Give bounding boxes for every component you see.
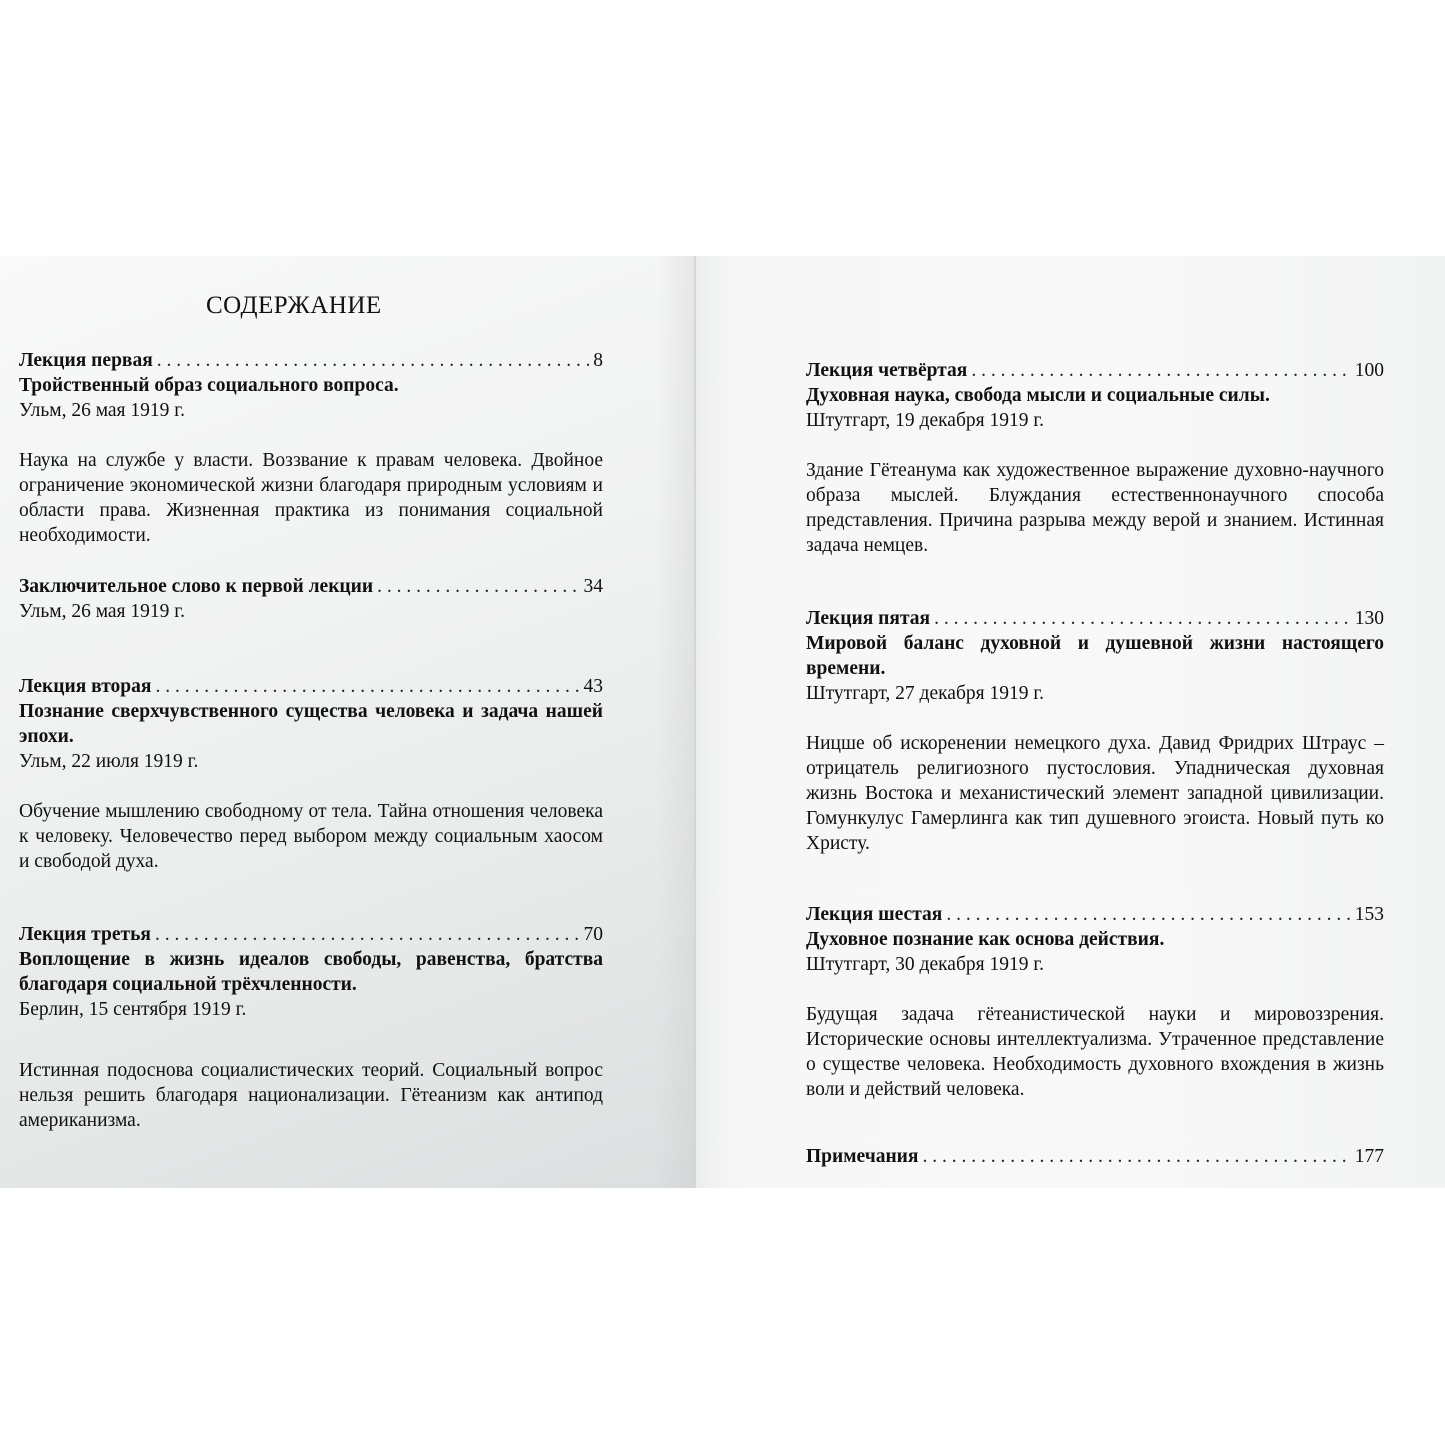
leader-dots — [934, 606, 1351, 631]
entry-page-number: 70 — [583, 924, 603, 945]
entry-subtitle: Духовное познание как основа действия. — [806, 929, 1165, 950]
toc-entry-heading — [806, 902, 1384, 927]
entry-description: Наука на службе у власти. Воззвание к правам человека. Двойное ограничение экономической жизни благодаря природным условиям и области права. Жизненная практика из понимания социальной необходимости. — [19, 450, 603, 546]
entry-label: Лекция третья — [19, 924, 151, 945]
leader-dots — [377, 574, 579, 599]
toc-entry-heading — [19, 574, 603, 599]
entry-subtitle: Познание сверхчувственного существа человека и задача нашей эпохи. — [19, 701, 603, 747]
toc-entry-heading — [19, 674, 603, 699]
toc-entry-lecture-6 — [806, 902, 1384, 1102]
entry-place-date: Штутгарт, 27 декабря 1919 г. — [806, 683, 1045, 704]
toc-entry-heading — [806, 358, 1384, 383]
leader-dots — [157, 348, 590, 373]
entry-page-number: 8 — [593, 350, 603, 371]
leader-dots — [155, 922, 580, 947]
right-page — [696, 256, 1445, 1188]
entry-page-number: 177 — [1354, 1146, 1384, 1167]
entry-subtitle: Тройственный образ социального вопроса. — [19, 375, 399, 396]
entry-label: Лекция вторая — [19, 676, 152, 697]
leader-dots — [922, 1144, 1350, 1169]
entry-label: Лекция шестая — [806, 904, 943, 925]
toc-entry-heading — [19, 348, 603, 373]
toc-entry-lecture-4 — [806, 358, 1384, 558]
entry-place-date: Штутгарт, 19 декабря 1919 г. — [806, 410, 1045, 431]
toc-entry-closing-word — [19, 574, 603, 624]
entry-place-date: Ульм, 22 июля 1919 г. — [19, 751, 199, 772]
entry-place-date: Берлин, 15 сентября 1919 г. — [19, 999, 247, 1020]
toc-entry-heading — [19, 922, 603, 947]
leader-dots — [946, 902, 1350, 927]
toc-entry-notes — [806, 1144, 1384, 1169]
toc-entry-lecture-2 — [19, 674, 603, 874]
entry-page-number: 34 — [583, 576, 603, 597]
entry-page-number: 153 — [1354, 904, 1384, 925]
entry-description: Истинная подоснова социалистических теорий. Социальный вопрос нельзя решить благодаря национализации. Гётеанизм как антипод американизма. — [19, 1060, 603, 1131]
toc-entry-lecture-1 — [19, 348, 603, 548]
entry-subtitle: Мировой баланс духовной и душевной жизни настоящего времени. — [806, 633, 1384, 679]
entry-label: Лекция четвёртая — [806, 360, 968, 381]
leader-dots — [155, 674, 579, 699]
entry-place-date: Ульм, 26 мая 1919 г. — [19, 601, 185, 622]
entry-label: Примечания — [806, 1146, 919, 1167]
entry-page-number: 43 — [583, 676, 603, 697]
entry-description: Здание Гётеанума как художественное выражение духовно-научного образа мыслей. Блуждания естественнонаучного способа представления. Причина разрыва между верой и знанием. Истинная задача немцев. — [806, 460, 1384, 556]
page-title: СОДЕРЖАНИЕ — [206, 292, 382, 319]
left-page — [0, 256, 696, 1188]
leader-dots — [971, 358, 1350, 383]
entry-label: Лекция первая — [19, 350, 153, 371]
entry-subtitle: Духовная наука, свобода мысли и социальные силы. — [806, 385, 1270, 406]
entry-page-number: 130 — [1354, 608, 1384, 629]
entry-place-date: Ульм, 26 мая 1919 г. — [19, 400, 185, 421]
entry-description: Ницше об искоренении немецкого духа. Давид Фридрих Штраус – отрицатель религиозного пустословия. Упадническая духовная жизнь Востока и механистический элемент западной цивилизации. Гомункулус Гамерлинга как тип душевного эгоиста. Новый путь ко Христу. — [806, 733, 1384, 854]
toc-entry-heading — [806, 606, 1384, 631]
entry-page-number: 100 — [1354, 360, 1384, 381]
entry-description: Обучение мышлению свободному от тела. Тайна отношения человека к человеку. Человечество перед выбором между социальным хаосом и свободой духа. — [19, 801, 603, 872]
entry-place-date: Штутгарт, 30 декабря 1919 г. — [806, 954, 1045, 975]
toc-entry-lecture-5 — [806, 606, 1384, 856]
toc-entry-heading — [806, 1144, 1384, 1169]
toc-entry-lecture-3 — [19, 922, 603, 1133]
book-spread — [0, 256, 1445, 1188]
entry-label: Лекция пятая — [806, 608, 931, 629]
entry-subtitle: Воплощение в жизнь идеалов свободы, равенства, братства благодаря социальной трёхчленности. — [19, 949, 603, 995]
entry-label: Заключительное слово к первой лекции — [19, 576, 374, 597]
entry-description: Будущая задача гётеанистической науки и мировоззрения. Исторические основы интеллектуализма. Утраченное представление о существе человека. Необходимость духовного вхождения в жизнь воли и действий человека. — [806, 1004, 1384, 1100]
